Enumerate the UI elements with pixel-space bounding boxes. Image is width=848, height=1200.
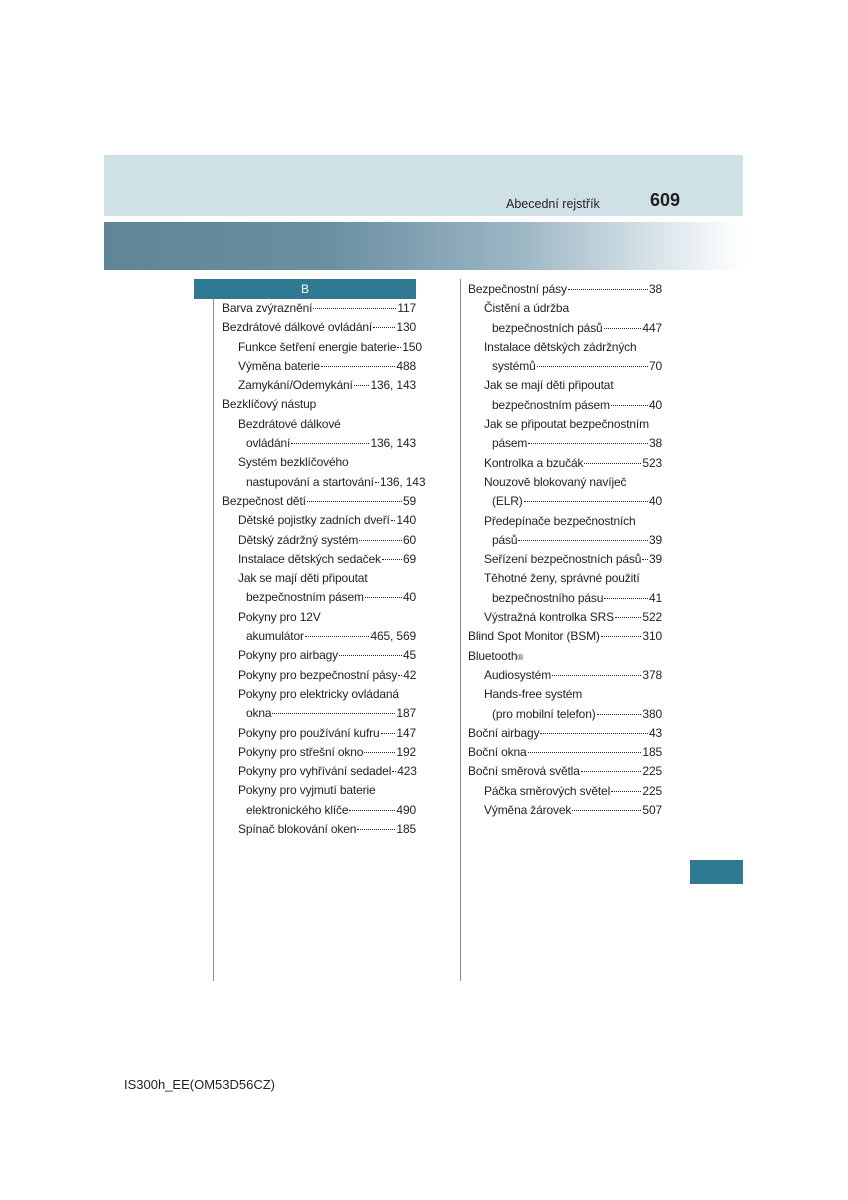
entry-page-ref: 507	[642, 803, 662, 818]
entry-page-ref: 39	[648, 532, 662, 547]
entry-text: Pokyny pro používání kufru	[238, 725, 380, 740]
left-column-rule	[213, 279, 214, 981]
entry-page-ref: 225	[642, 764, 662, 779]
dot-leader	[339, 655, 402, 656]
dot-leader	[291, 443, 369, 444]
entry-page-ref: 117	[397, 301, 416, 315]
index-subentry	[222, 627, 416, 646]
entry-text: nastupování a startování	[246, 474, 374, 489]
entry-page-ref: 378	[642, 667, 662, 682]
dot-leader	[357, 829, 395, 830]
entry-page-ref: 69	[402, 551, 416, 566]
entry-text: Boční směrová světla	[468, 764, 580, 779]
dot-leader	[528, 443, 648, 444]
dot-leader	[349, 810, 395, 811]
index-subentry	[222, 704, 416, 723]
index-column-right	[468, 280, 662, 820]
entry-page-ref: 136, 143	[370, 378, 416, 393]
dot-leader	[524, 501, 648, 502]
dot-leader	[604, 328, 642, 329]
entry-page-ref: 185	[396, 822, 416, 837]
entry-text: Dětské pojistky zadních dveří	[238, 513, 390, 528]
index-subentry	[222, 511, 416, 530]
entry-page-ref: 147	[396, 725, 416, 740]
index-subentry	[468, 434, 662, 453]
entry-text: Těhotné ženy, správné použití	[484, 571, 640, 586]
index-subentry	[222, 357, 416, 376]
entry-page-ref: 40	[648, 397, 662, 412]
index-subentry	[468, 319, 662, 338]
entry-page-ref: 185	[642, 745, 662, 760]
entry-text: Dětský zádržný systém	[238, 532, 359, 547]
entry-page-ref: 38	[648, 436, 662, 451]
entry-text: Bezklíčový nástup	[222, 397, 317, 412]
index-entry	[468, 280, 662, 299]
entry-text: Jak se mají děti připoutat	[484, 378, 614, 393]
entry-text: pásem	[492, 436, 528, 451]
entry-page-ref: 40	[402, 590, 416, 605]
dot-leader	[611, 405, 648, 406]
entry-text: Pokyny pro vyjmutí baterie	[238, 783, 376, 798]
entry-text: Bluetooth	[468, 648, 518, 663]
entry-text: Nouzově blokovaný navíječ	[484, 474, 627, 489]
entry-page-ref: 140	[396, 513, 416, 528]
index-entry	[222, 395, 416, 414]
dot-leader	[615, 617, 641, 618]
entry-page-ref: 136, 143	[379, 474, 426, 489]
index-subentry	[222, 724, 416, 743]
index-subentry	[468, 299, 662, 318]
index-subentry	[468, 473, 662, 492]
entry-text: Bezdrátové dálkové	[238, 416, 341, 431]
dot-leader	[584, 463, 641, 464]
entry-text: bezpečnostních pásů	[492, 320, 603, 335]
index-subentry	[468, 454, 662, 473]
entry-text: Barva zvýraznění	[222, 301, 313, 315]
dot-leader	[537, 366, 648, 367]
entry-page-ref: 70	[648, 359, 662, 374]
entry-text: Jak se připoutat bezpečnostním	[484, 417, 649, 432]
index-subentry	[222, 685, 416, 704]
index-subentry	[468, 492, 662, 511]
dot-leader	[604, 598, 648, 599]
index-entry	[468, 743, 662, 762]
entry-text: Výměna žárovek	[484, 803, 572, 818]
dot-leader	[365, 597, 402, 598]
dot-leader	[381, 733, 396, 734]
entry-text: Bezpečnostní pásy	[468, 282, 567, 296]
dot-leader	[272, 713, 395, 714]
index-subentry	[468, 782, 662, 801]
index-subentry	[222, 338, 422, 357]
entry-text: bezpečnostním pásem	[492, 397, 610, 412]
index-entry	[468, 724, 662, 743]
index-subentry	[222, 820, 416, 839]
index-column-left	[222, 299, 426, 839]
index-subentry	[222, 569, 416, 588]
entry-text: akumulátor	[246, 629, 304, 644]
entry-text: Výměna baterie	[238, 358, 320, 373]
dot-leader	[392, 771, 396, 772]
entry-page-ref: 447	[642, 320, 662, 335]
index-entry	[468, 627, 662, 646]
middle-column-rule	[460, 279, 461, 981]
index-subentry	[222, 550, 416, 569]
dot-leader	[391, 520, 396, 521]
dot-leader	[313, 308, 396, 309]
index-subentry	[468, 685, 662, 704]
entry-page-ref: 192	[396, 744, 416, 759]
entry-text: Bezdrátové dálkové ovládání	[222, 320, 373, 335]
entry-text: Pokyny pro střešní okno	[238, 744, 364, 759]
dot-leader	[364, 752, 395, 753]
entry-page-ref: 42	[403, 667, 417, 682]
dot-leader	[528, 752, 642, 753]
entry-page-ref: 423	[397, 764, 417, 779]
entry-text: bezpečnostního pásu	[492, 590, 604, 605]
index-subentry	[468, 801, 662, 820]
entry-text: Pokyny pro bezpečnostní pásy	[238, 667, 398, 682]
index-entry	[468, 762, 662, 781]
dot-leader	[305, 636, 370, 637]
entry-page-ref: 38	[648, 282, 662, 296]
footer-model-code: IS300h_EE(OM53D56CZ)	[124, 1077, 276, 1092]
index-subentry	[222, 762, 416, 781]
entry-page-ref: 490	[396, 802, 416, 817]
entry-page-ref: 59	[402, 493, 416, 508]
index-subentry	[222, 434, 416, 453]
index-subentry	[222, 453, 416, 472]
index-subentry	[468, 589, 662, 608]
entry-page-ref: 136, 143	[370, 436, 416, 451]
index-subentry	[468, 531, 662, 550]
section-letter-header	[194, 279, 416, 299]
index-subentry	[222, 376, 416, 395]
entry-text: Funkce šetření energie baterie	[238, 339, 397, 354]
dot-leader	[398, 675, 402, 676]
dot-leader	[375, 482, 379, 483]
page-number: 609	[650, 190, 681, 210]
index-entry	[222, 492, 416, 511]
entry-text: Páčka směrových světel	[484, 783, 611, 798]
entry-text: Hands-free systém	[484, 687, 583, 702]
dot-leader	[359, 540, 402, 541]
entry-text: Pokyny pro elektricky ovládaná	[238, 686, 399, 701]
entry-page-ref: 150	[402, 339, 422, 354]
index-subentry	[222, 801, 416, 820]
entry-page-ref: 60	[402, 532, 416, 547]
index-entry: Bluetooth ®	[468, 647, 662, 666]
entry-text: Zamykání/Odemykání	[238, 378, 353, 393]
index-subentry	[468, 705, 662, 724]
entry-page-ref: 310	[642, 629, 662, 644]
index-subentry	[468, 550, 662, 569]
entry-page-ref: 43	[648, 725, 662, 740]
entry-page-ref: 187	[396, 706, 416, 721]
dot-leader	[642, 559, 648, 560]
index-subentry	[468, 396, 662, 415]
entry-text: pásů	[492, 532, 518, 547]
index-subentry	[222, 646, 416, 665]
entry-text: Jak se mají děti připoutat	[238, 571, 368, 586]
dot-leader	[354, 385, 370, 386]
entry-text: Spínač blokování oken	[238, 822, 357, 837]
entry-page-ref: 380	[642, 706, 662, 721]
entry-text: Audiosystém	[484, 667, 552, 682]
index-subentry	[468, 608, 662, 627]
index-subentry	[468, 357, 662, 376]
index-subentry	[222, 608, 416, 627]
index-subentry	[468, 415, 662, 434]
index-subentry	[222, 415, 416, 434]
entry-text: ovládání	[246, 436, 291, 451]
index-subentry	[222, 781, 416, 800]
page-title: Abecední rejstřík	[506, 197, 600, 211]
index-subentry	[468, 338, 662, 357]
dot-leader	[572, 810, 641, 811]
entry-page-ref: 39	[648, 552, 662, 567]
index-subentry	[222, 666, 416, 685]
dot-leader	[373, 327, 395, 328]
entry-text: Blind Spot Monitor (BSM)	[468, 629, 600, 644]
entry-text: systémů	[492, 359, 536, 374]
index-entry	[222, 299, 416, 318]
entry-text: bezpečnostním pásem	[246, 590, 364, 605]
entry-text: (pro mobilní telefon)	[492, 706, 596, 721]
dot-leader	[321, 366, 395, 367]
dot-leader	[552, 675, 641, 676]
dot-leader	[581, 771, 642, 772]
dot-leader	[518, 540, 648, 541]
header-gradient-band	[104, 222, 743, 270]
index-subentry	[468, 512, 662, 531]
entry-text: Boční okna	[468, 745, 527, 760]
entry-text: Čistění a údržba	[484, 301, 569, 316]
entry-text: Instalace dětských zádržných	[484, 339, 637, 354]
entry-text: Pokyny pro vyhřívání sedadel	[238, 764, 392, 779]
entry-page-ref: 522	[642, 610, 662, 625]
entry-text: Kontrolka a bzučák	[484, 455, 584, 470]
index-subentry	[468, 376, 662, 395]
entry-page-ref: 45	[402, 648, 416, 663]
entry-text: Systém bezklíčového	[238, 455, 349, 470]
header-band-light	[104, 155, 743, 216]
entry-text: Pokyny pro airbagy	[238, 648, 339, 663]
entry-page-ref: 40	[648, 494, 662, 509]
entry-text: elektronického klíče	[246, 802, 349, 817]
index-subentry	[222, 531, 416, 550]
entry-page-ref: 465, 569	[370, 629, 416, 644]
dot-leader	[540, 733, 648, 734]
dot-leader	[611, 791, 641, 792]
index-subentry	[222, 473, 426, 492]
entry-text: (ELR)	[492, 494, 523, 509]
entry-page-ref: 523	[642, 455, 662, 470]
dot-leader	[568, 289, 648, 290]
section-letter: B	[300, 282, 309, 296]
entry-text: Instalace dětských sedaček	[238, 551, 381, 566]
index-subentry	[468, 666, 662, 685]
section-side-tab	[690, 860, 743, 884]
entry-text: Seřízení bezpečnostních pásů	[484, 552, 642, 567]
entry-text: Pokyny pro 12V	[238, 609, 321, 624]
entry-text: Boční airbagy	[468, 725, 540, 740]
index-subentry	[222, 743, 416, 762]
entry-page-ref: 41	[648, 590, 662, 605]
entry-text: Výstražná kontrolka SRS	[484, 610, 614, 625]
dot-leader	[597, 714, 642, 715]
dot-leader	[601, 636, 642, 637]
entry-text: Bezpečnost dětí	[222, 493, 306, 508]
dot-leader	[307, 501, 402, 502]
entry-page-ref: 225	[642, 783, 662, 798]
entry-text: Předepínače bezpečnostních	[484, 513, 636, 528]
dot-leader	[397, 347, 401, 348]
entry-page-ref: 130	[396, 320, 416, 335]
dot-leader	[382, 559, 402, 560]
index-subentry	[468, 569, 662, 588]
entry-text: okna	[246, 706, 272, 721]
index-subentry	[222, 588, 416, 607]
index-entry	[222, 318, 416, 337]
entry-page-ref: 488	[396, 358, 416, 373]
